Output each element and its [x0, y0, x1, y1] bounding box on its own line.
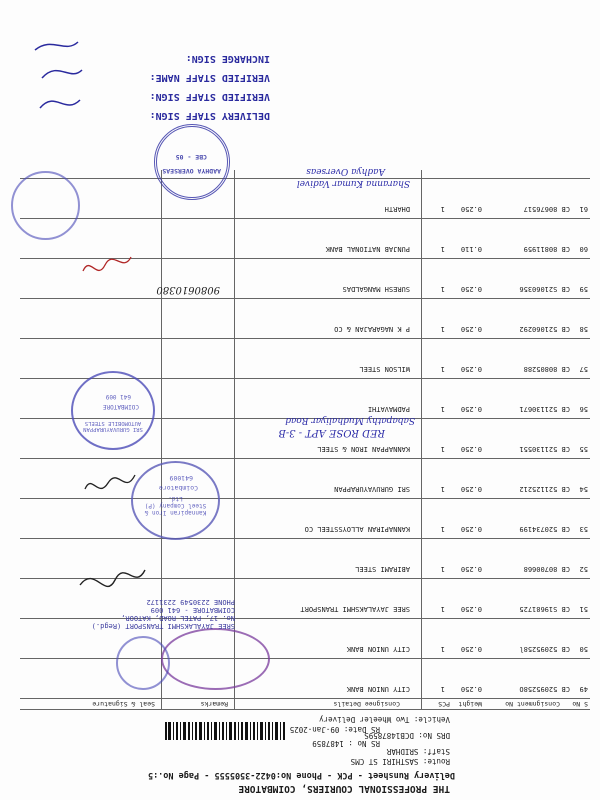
row-weight: 0.250 — [460, 485, 482, 493]
signature-scribble — [80, 247, 135, 275]
route-label: Route: — [422, 757, 450, 766]
row-separator — [20, 338, 590, 339]
row-consignment-no: CB 80805288 — [523, 365, 570, 373]
row-consignment-no: CB 521130671 — [519, 405, 570, 413]
row-consignee: SRI GURUVAYURAPPAN — [334, 485, 410, 493]
row-sno: 58 — [579, 325, 588, 333]
row-weight: 0.250 — [460, 605, 482, 613]
row-weight: 0.250 — [460, 365, 482, 373]
route-value: SASTHIRI ST CMS — [350, 757, 419, 766]
row-pcs: 1 — [440, 525, 445, 533]
staff-value: SRIDHAR — [386, 747, 419, 756]
stamp-jayalakshmi-text: SREE JAYALAKSHMI TRANSPORT (Regd.) No. 17, PATEL ROAD, KATOOR, COIMBATORE - 641 009 PHONE 2230549 2231172 — [91, 598, 235, 630]
row-consignee: PADMAVATHI — [367, 405, 410, 413]
row-pcs: 1 — [440, 645, 445, 653]
vehicle-value: Two Wheeler Delivery — [319, 715, 410, 724]
signature-scribble — [80, 465, 140, 495]
incharge-sign: INCHARGE SIGN: — [185, 53, 270, 64]
row-consignment-no: CB 80676517 — [523, 205, 570, 213]
drs-label: DRS No: — [418, 731, 450, 740]
col-weight: Weight — [458, 700, 482, 708]
row-weight: 0.250 — [460, 685, 482, 693]
row-consignee: CITY UNION BANK — [346, 645, 410, 653]
handwritten-receiver-1: Sharanna Kumar Vadivel — [296, 178, 410, 188]
stamp-bank — [11, 171, 80, 240]
row-pcs: 1 — [440, 365, 445, 373]
row-consignment-no: CB S19681725 — [519, 605, 570, 613]
handwritten-receiver-2: Aadhya Overseas — [306, 166, 385, 176]
row-pcs: 1 — [440, 565, 445, 573]
col-divider-consignee — [421, 170, 422, 710]
row-consignee: KANNAPIRAN ALLOYSSTEEL CO — [304, 525, 410, 533]
row-sno: 50 — [579, 645, 588, 653]
col-consignee: Consignee Details — [333, 700, 400, 708]
row-consignee: SURESH MANGALDAS — [342, 285, 410, 293]
rs-no-value: 1487859 — [312, 739, 344, 748]
row-consignee: SREE JAYALAKSHMI TRANSPORT — [300, 605, 410, 613]
row-sno: 57 — [579, 365, 588, 373]
stamp-jayalakshmi-mark — [161, 628, 270, 690]
row-weight: 0.250 — [460, 285, 482, 293]
staff-row — [387, 747, 450, 756]
table-header-line — [20, 698, 590, 699]
row-pcs: 1 — [440, 325, 445, 333]
row-weight: 0.250 — [460, 205, 482, 213]
row-consignment-no: CB 52095258O — [519, 685, 570, 693]
signature-scribble — [20, 30, 90, 120]
stamp-automobile: SRI GURUVAYURAPPAN AUTOMOBILE STEELS COIMBATORE 641 009 — [71, 371, 155, 450]
row-pcs: 1 — [440, 205, 445, 213]
col-seal: Seal & Signature — [92, 700, 155, 708]
delivery-staff-sign: DELIVERY STAFF SIGN: — [149, 110, 270, 121]
row-weight: 0.250 — [460, 525, 482, 533]
staff-label: Staff: — [422, 747, 450, 756]
row-separator — [20, 298, 590, 299]
sign-block — [150, 49, 270, 125]
row-pcs: 1 — [440, 245, 445, 253]
row-sno: 49 — [579, 685, 588, 693]
rs-no-label: RS No : — [348, 739, 380, 748]
row-consignee: WILSON STEEL — [359, 365, 410, 373]
row-consignee: P K NAGARAJAN & CO — [334, 325, 410, 333]
row-sno: 54 — [579, 485, 588, 493]
row-consignee: ABIRAMI STEEL — [355, 565, 410, 573]
row-weight: 0.250 — [460, 445, 482, 453]
row-separator — [20, 658, 590, 659]
row-consignment-no: CB 80700668 — [523, 565, 570, 573]
col-consignment: Consignment No — [505, 700, 560, 708]
verified-staff-sign: VERIFIED STAFF SIGN: — [149, 91, 270, 102]
rs-date-label: RS Date: — [343, 725, 380, 734]
row-weight: 0.250 — [460, 325, 482, 333]
row-sno: 52 — [579, 565, 588, 573]
row-separator — [20, 458, 590, 459]
rs-date-row — [290, 725, 380, 734]
row-weight: 0.250 — [460, 645, 482, 653]
verified-staff-name: VERIFIED STAFF NAME: — [149, 72, 270, 83]
row-separator — [20, 538, 590, 539]
row-consignment-no: CB 52095258l — [519, 645, 570, 653]
row-sno: 51 — [579, 605, 588, 613]
row-pcs: 1 — [440, 405, 445, 413]
handwritten-address-1: RED ROSE APT - 3-B — [278, 427, 385, 438]
row-pcs: 1 — [440, 445, 445, 453]
row-consignee: PUNJAB NATIONAL BANK — [325, 245, 410, 253]
row-weight: 0.250 — [460, 405, 482, 413]
rs-date-value: 09-Jan-2025 — [289, 725, 340, 734]
runsheet-title: Delivery Runsheet - PCK - Phone No:0422-3505555 - Page No.:5 — [147, 770, 455, 780]
row-separator — [20, 498, 590, 499]
row-consignment-no: CB 521125212 — [519, 485, 570, 493]
row-sno: 61 — [579, 205, 588, 213]
row-consignment-no: CB S21060356 — [519, 285, 570, 293]
row-pcs: 1 — [440, 685, 445, 693]
col-pcs: PCS — [438, 700, 450, 708]
row-consignee: CITY UNION BANK — [346, 685, 410, 693]
row-sno: 59 — [579, 285, 588, 293]
row-sno: 53 — [579, 525, 588, 533]
row-consignee: DHARTH — [384, 205, 410, 213]
stamp-bank-2 — [116, 636, 170, 690]
row-sno: 60 — [579, 245, 588, 253]
signature-scribble — [70, 555, 150, 595]
row-weight: 0.250 — [460, 565, 482, 573]
row-consignment-no: CB 521130551 — [519, 445, 570, 453]
vehicle-row — [319, 715, 450, 724]
rs-no-row — [312, 739, 380, 748]
table-top-line — [20, 709, 590, 710]
row-separator — [20, 218, 590, 219]
vehicle-label: Vehicle: — [413, 715, 450, 724]
row-consignment-no: CB 80811959 — [523, 245, 570, 253]
handwritten-phone: 9080610380 — [156, 284, 220, 295]
barcode — [165, 722, 285, 740]
row-consignment-no: CB 520734199 — [519, 525, 570, 533]
row-pcs: 1 — [440, 285, 445, 293]
row-consignment-no: CB 521060292 — [519, 325, 570, 333]
col-remarks: Remarks — [200, 700, 228, 708]
row-consignee: KANNAPPAN IRON & STEEL — [317, 445, 410, 453]
stamp-kannapiran: Kannapiran Iron & Steel Company (P) Ltd. Coimbatore 641009 — [131, 461, 220, 540]
col-sno: S No — [572, 700, 588, 708]
company-title: THE PROFESSIONAL COURIERS, COIMBATORE — [238, 783, 450, 794]
row-sno: 55 — [579, 445, 588, 453]
row-pcs: 1 — [440, 485, 445, 493]
stamp-aadhya: AADHYA OVERSEAS CBE - 05 — [154, 124, 230, 200]
handwritten-address-2: Sabapathy Mudhaliyar Road — [285, 415, 415, 425]
row-weight: 0.110 — [460, 245, 482, 253]
route-row — [351, 757, 450, 766]
row-pcs: 1 — [440, 605, 445, 613]
drs-value: DCB1487859S — [364, 731, 414, 740]
row-sno: 56 — [579, 405, 588, 413]
